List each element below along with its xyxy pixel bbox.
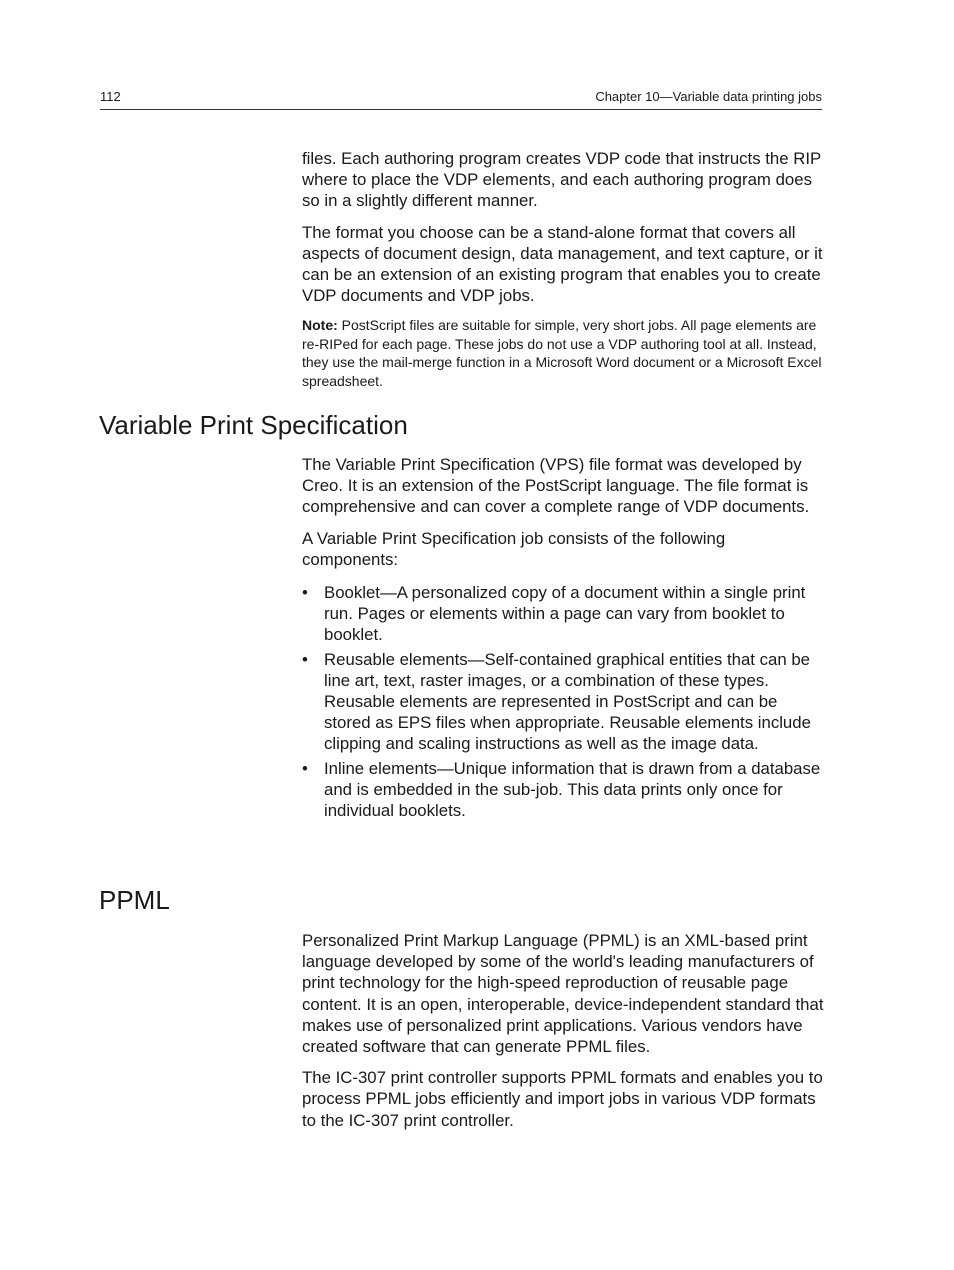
intro-paragraph-2: The format you choose can be a stand-alone format that covers all aspects of document design, data management, and text capture, or it can be an extension of an existing program that enables you to create VDP documents and VDP jobs. [302, 222, 823, 306]
vps-paragraph-1: The Variable Print Specification (VPS) file format was developed by Creo. It is an extension of the PostScript language. The file format is comprehensive and can cover a complete range of VDP documents. [302, 455, 810, 517]
list-item [302, 649, 824, 755]
list-item [302, 758, 824, 822]
ppml-paragraph-1: Personalized Print Markup Language (PPML) is an XML-based print language developed by some of the world's leading manufacturers of print technology for the high-speed reproduction of reusable page content. It is an open, interoperable, device-independent standard that makes use of personalized print applications. Various vendors have created software that can generate PPML files. [302, 931, 824, 1057]
note-text: PostScript files are suitable for simple, very short jobs. All page elements are re-RIPed for each page. These jobs do not use a VDP authoring tool at all. Instead, they use the mail-merge function in a Microsoft Word document or a Microsoft Excel spreadsheet. [302, 317, 822, 389]
bullet-icon: • [302, 758, 308, 778]
list-item-text: Inline elements—Unique information that is drawn from a database and is embedded in the sub-job. This data prints only once for individual booklets. [324, 758, 821, 821]
list-item-text: Booklet—A personalized copy of a document within a single print run. Pages or elements within a page can vary from booklet to booklet. [324, 583, 806, 645]
list-item-text: Reusable elements—Self-contained graphical entities that can be line art, text, raster images, or a combination of these types. Reusable elements are represented in PostScript and can be stored as EPS files when appropriate. Reusable elements include clipping and scaling instructions as well as the image data. [324, 649, 811, 754]
note [302, 316, 824, 390]
vps-heading: Variable Print Specification [99, 410, 408, 440]
ppml-heading: PPML [99, 885, 170, 915]
page-header [100, 87, 822, 110]
bullet-icon: • [302, 583, 308, 603]
intro-section [302, 148, 824, 390]
page-number: 112 [100, 89, 121, 104]
ppml-paragraph-2: The IC-307 print controller supports PPML formats and enables you to process PPML jobs efficiently and import jobs in various VDP formats to the IC-307 print controller. [302, 1068, 823, 1130]
intro-paragraph-1: files. Each authoring program creates VDP code that instructs the RIP where to place the VDP elements, and each authoring program does so in a slightly different manner. [302, 149, 821, 211]
vps-component-list [302, 582, 824, 821]
bullet-icon: • [302, 649, 308, 669]
ppml-section [302, 930, 824, 1131]
vps-section [302, 454, 824, 824]
list-item [302, 582, 824, 646]
vps-paragraph-2: A Variable Print Specification job consists of the following components: [302, 528, 726, 569]
running-title: Chapter 10—Variable data printing jobs [595, 89, 822, 104]
note-label: Note: [302, 317, 338, 334]
